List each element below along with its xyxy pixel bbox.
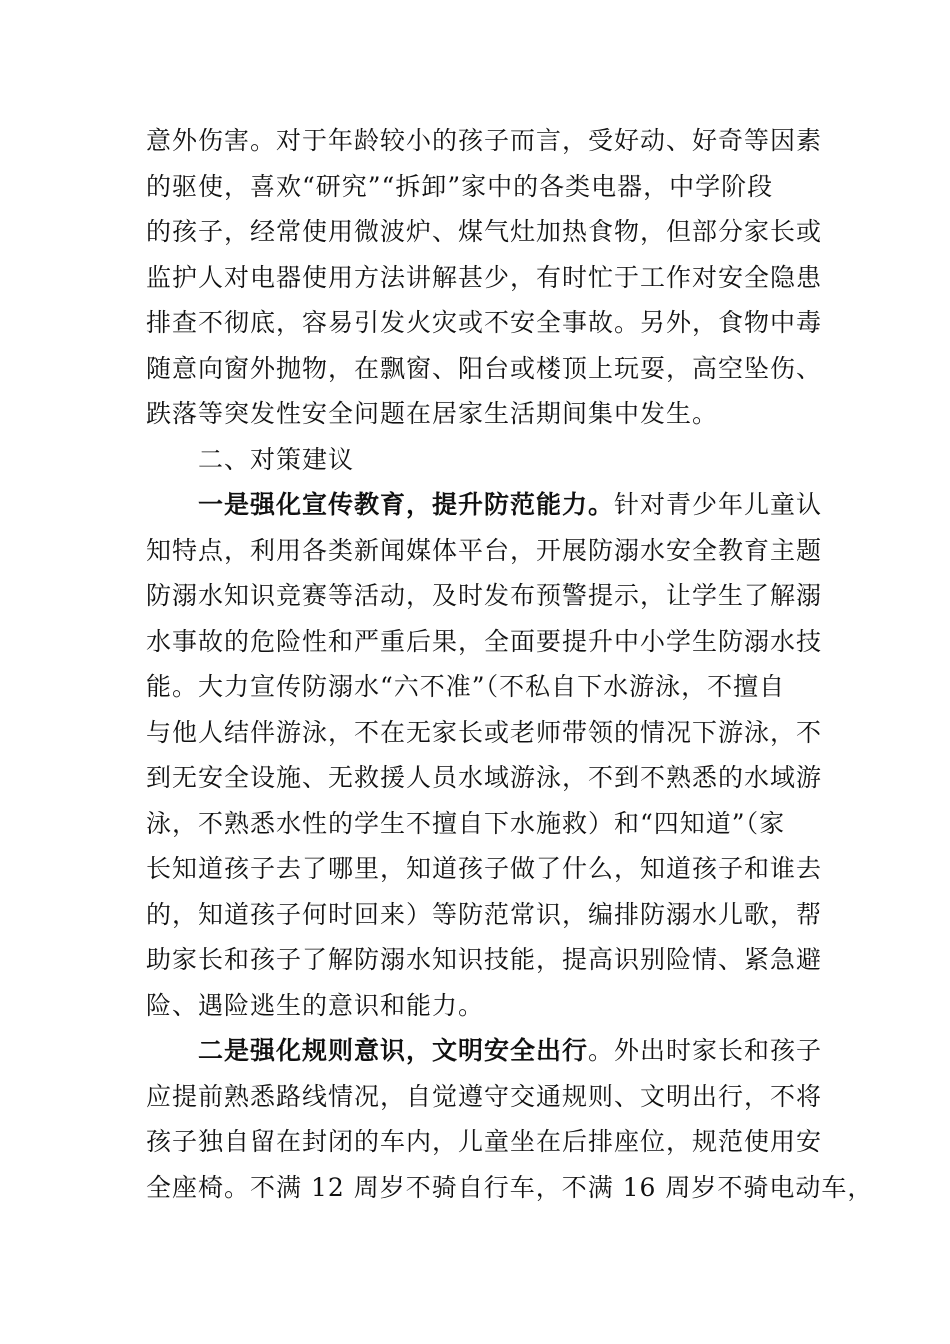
paragraph-line: 孩子独自留在封闭的车内，儿童坐在后排座位，规范使用安	[146, 1127, 823, 1156]
paragraph-line: 防溺水知识竞赛等活动，及时发布预警提示，让学生了解溺	[146, 581, 823, 610]
paragraph-line: 全座椅。不满 12 周岁不骑自行车，不满 16 周岁不骑电动车，	[146, 1172, 874, 1202]
paragraph-lead-bold: 二是强化规则意识，文明安全出行	[198, 1036, 589, 1065]
paragraph-line: 跌落等突发性安全问题在居家生活期间集中发生。	[146, 399, 719, 428]
paragraph-lead-rest: 针对青少年儿童认	[614, 490, 823, 519]
paragraph-first-line	[146, 482, 823, 528]
section-heading: 二、对策建议	[198, 444, 355, 474]
paragraph-lead-rest: 。外出时家长和孩子	[588, 1036, 823, 1065]
paragraph-line: 到无安全设施、无救援人员水域游泳，不到不熟悉的水域游	[146, 763, 823, 792]
paragraph-line: 的，知道孩子何时回来）等防范常识，编排防溺水儿歌，帮	[146, 899, 823, 929]
paragraph-line: 泳，不熟悉水性的学生不擅自下水施救）和“四知道”（家	[146, 808, 786, 838]
paragraph-line: 意外伤害。对于年龄较小的孩子而言，受好动、好奇等因素	[146, 126, 823, 155]
paragraph-line: 知特点，利用各类新闻媒体平台，开展防溺水安全教育主题	[146, 535, 823, 565]
paragraph-line: 的驱使，喜欢“研究”“拆卸”家中的各类电器，中学阶段	[146, 171, 774, 201]
paragraph-line: 的孩子，经常使用微波炉、煤气灶加热食物，但部分家长或	[146, 217, 823, 246]
paragraph-lead-bold: 一是强化宣传教育，提升防范能力。	[198, 490, 615, 519]
paragraph-line: 助家长和孩子了解防溺水知识技能，提高识别险情、紧急避	[146, 945, 823, 974]
paragraph-line: 能。大力宣传防溺水“六不准”（不私自下水游泳，不擅自	[146, 672, 786, 701]
paragraph-line: 监护人对电器使用方法讲解甚少，有时忙于工作对安全隐患	[146, 262, 823, 292]
paragraph-line: 与他人结伴游泳，不在无家长或老师带领的情况下游泳，不	[146, 717, 823, 747]
paragraph-line: 险、遇险逃生的意识和能力。	[146, 990, 485, 1020]
paragraph-line: 长知道孩子去了哪里，知道孩子做了什么，知道孩子和谁去	[146, 854, 823, 883]
paragraph-line: 应提前熟悉路线情况，自觉遵守交通规则、文明出行，不将	[146, 1081, 823, 1111]
paragraph-line: 排查不彻底，容易引发火灾或不安全事故。另外，食物中毒	[146, 308, 823, 337]
paragraph-first-line	[146, 1028, 823, 1074]
document-body	[146, 118, 874, 1210]
paragraph-line: 水事故的危险性和严重后果，全面要提升中小学生防溺水技	[146, 626, 823, 656]
paragraph-line: 随意向窗外抛物，在飘窗、阳台或楼顶上玩耍，高空坠伤、	[146, 353, 823, 383]
